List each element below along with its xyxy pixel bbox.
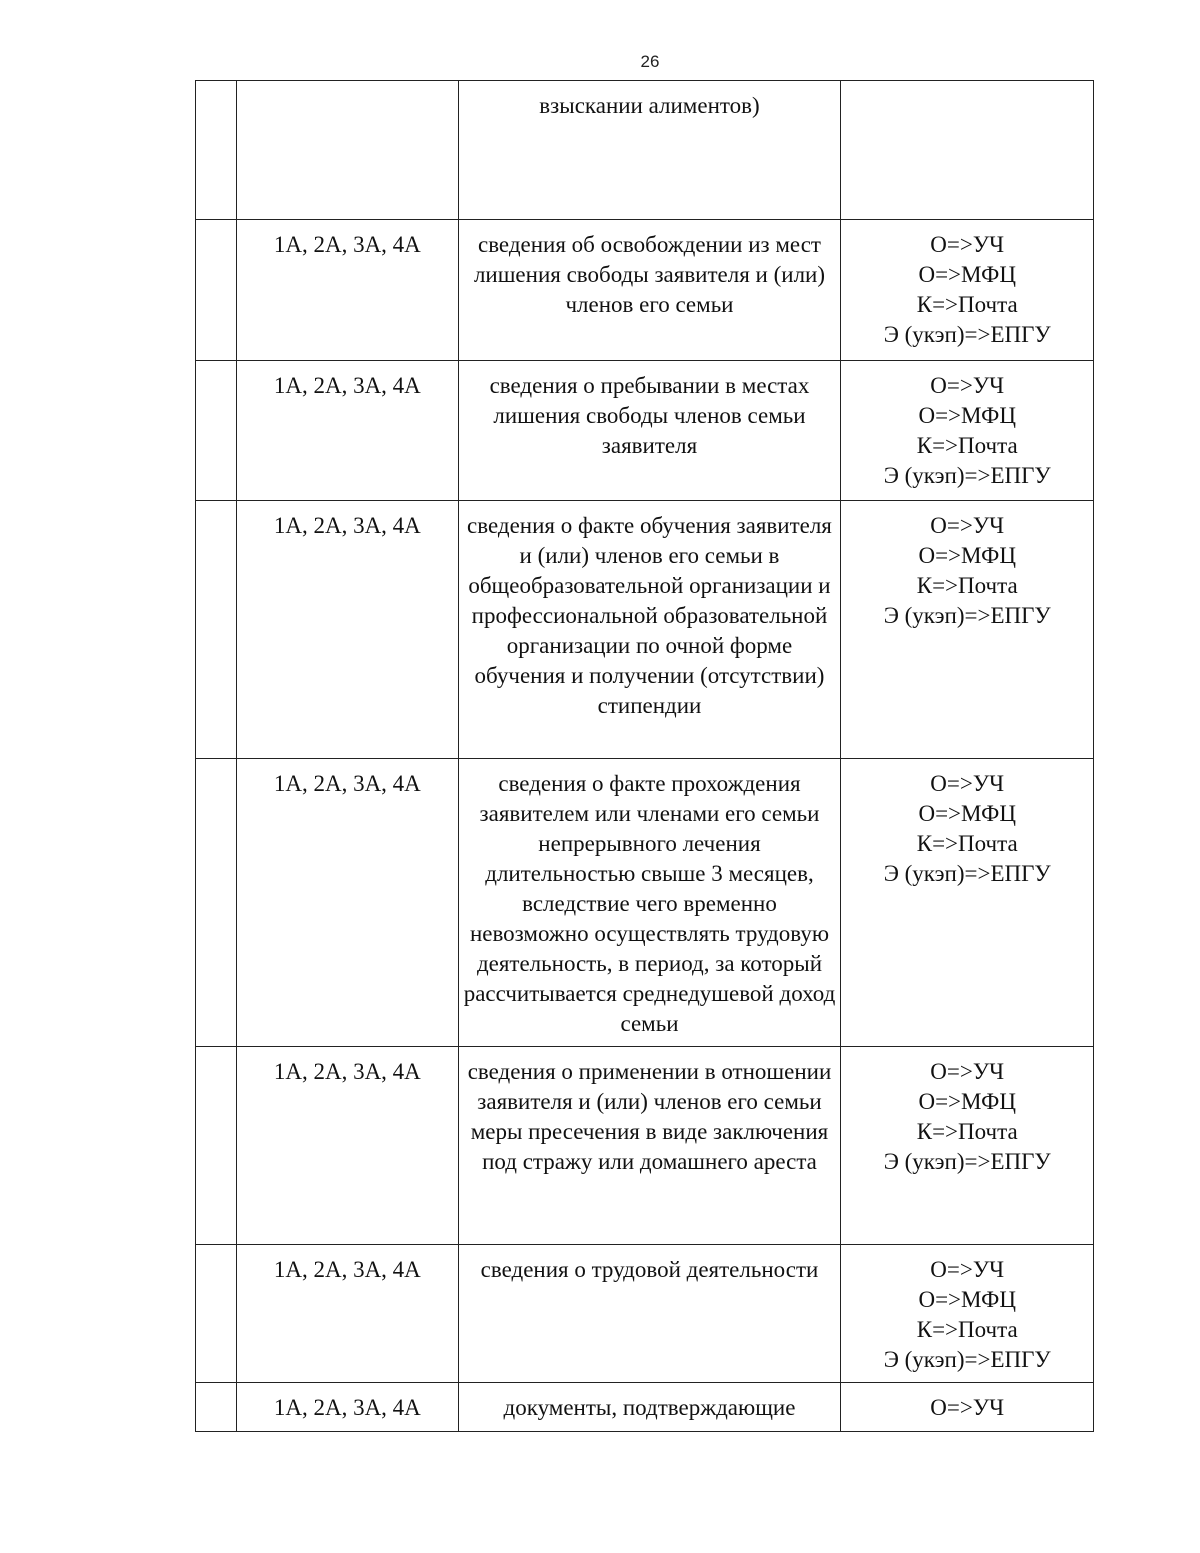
codes-cell: 1А, 2А, 3А, 4А (237, 361, 458, 501)
method-line: К=>Почта (916, 831, 1018, 856)
codes-cell: 1А, 2А, 3А, 4А (237, 220, 458, 361)
method-line: К=>Почта (916, 573, 1018, 598)
table-row (196, 1383, 1094, 1432)
description-cell: сведения о применении в отношении заявителя и (или) членов его семьи меры пресечения в виде заключения под стражу или домашнего ареста (458, 1047, 841, 1245)
method-line: О=>УЧ (930, 232, 1005, 257)
documents-table (195, 80, 1094, 1432)
methods-cell (841, 1245, 1094, 1383)
description-cell: взыскании алиментов) (458, 81, 841, 220)
method-line: О=>МФЦ (918, 262, 1016, 287)
method-line: О=>УЧ (930, 1395, 1005, 1420)
methods-cell (841, 81, 1094, 220)
index-cell (196, 361, 237, 501)
method-line: Э (укэп)=>ЕПГУ (883, 1149, 1051, 1174)
method-line: Э (укэп)=>ЕПГУ (883, 322, 1051, 347)
table-row (196, 1047, 1094, 1245)
description-cell: сведения о трудовой деятельности (458, 1245, 841, 1383)
table-row (196, 759, 1094, 1047)
method-line: О=>МФЦ (918, 1287, 1016, 1312)
codes-cell: 1А, 2А, 3А, 4А (237, 1245, 458, 1383)
method-line: Э (укэп)=>ЕПГУ (883, 603, 1051, 628)
method-line: О=>УЧ (930, 771, 1005, 796)
method-line: О=>МФЦ (918, 1089, 1016, 1114)
page-number: 26 (640, 52, 660, 71)
methods-cell (841, 361, 1094, 501)
methods-cell (841, 220, 1094, 361)
methods-cell (841, 759, 1094, 1047)
method-line: К=>Почта (916, 1317, 1018, 1342)
index-cell (196, 220, 237, 361)
codes-cell (237, 81, 458, 220)
method-line: К=>Почта (916, 292, 1018, 317)
index-cell (196, 1245, 237, 1383)
method-line: Э (укэп)=>ЕПГУ (883, 1347, 1051, 1372)
codes-cell: 1А, 2А, 3А, 4А (237, 1047, 458, 1245)
method-line: К=>Почта (916, 433, 1018, 458)
method-line: О=>МФЦ (918, 403, 1016, 428)
description-cell: сведения о факте прохождения заявителем или членами его семьи непрерывного лечения длительностью свыше 3 месяцев, вследствие чего временно невозможно осуществлять трудовую деятельность, в период, за который рассчитывается среднедушевой доход семьи (458, 759, 841, 1047)
description-cell: сведения о пребывании в местах лишения свободы членов семьи заявителя (458, 361, 841, 501)
index-cell (196, 1383, 237, 1432)
index-cell (196, 81, 237, 220)
methods-cell (841, 1047, 1094, 1245)
description-cell: сведения о факте обучения заявителя и (или) членов его семьи в общеобразовательной организации и профессиональной образовательной организации по очной форме обучения и получении (отсутствии) стипендии (458, 501, 841, 759)
methods-cell (841, 1383, 1094, 1432)
codes-cell: 1А, 2А, 3А, 4А (237, 759, 458, 1047)
index-cell (196, 759, 237, 1047)
method-line: Э (укэп)=>ЕПГУ (883, 861, 1051, 886)
description-cell: сведения об освобождении из мест лишения свободы заявителя и (или) членов его семьи (458, 220, 841, 361)
method-line: О=>УЧ (930, 513, 1005, 538)
methods-cell (841, 501, 1094, 759)
method-line: О=>УЧ (930, 1059, 1005, 1084)
method-line: О=>МФЦ (918, 801, 1016, 826)
index-cell (196, 501, 237, 759)
table-row (196, 361, 1094, 501)
codes-cell: 1А, 2А, 3А, 4А (237, 501, 458, 759)
description-cell: документы, подтверждающие (458, 1383, 841, 1432)
codes-cell: 1А, 2А, 3А, 4А (237, 1383, 458, 1432)
index-cell (196, 1047, 237, 1245)
method-line: О=>УЧ (930, 1257, 1005, 1282)
table-row (196, 81, 1094, 220)
method-line: Э (укэп)=>ЕПГУ (883, 463, 1051, 488)
method-line: К=>Почта (916, 1119, 1018, 1144)
table-row (196, 1245, 1094, 1383)
table-row (196, 501, 1094, 759)
table-row (196, 220, 1094, 361)
method-line: О=>МФЦ (918, 543, 1016, 568)
method-line: О=>УЧ (930, 373, 1005, 398)
